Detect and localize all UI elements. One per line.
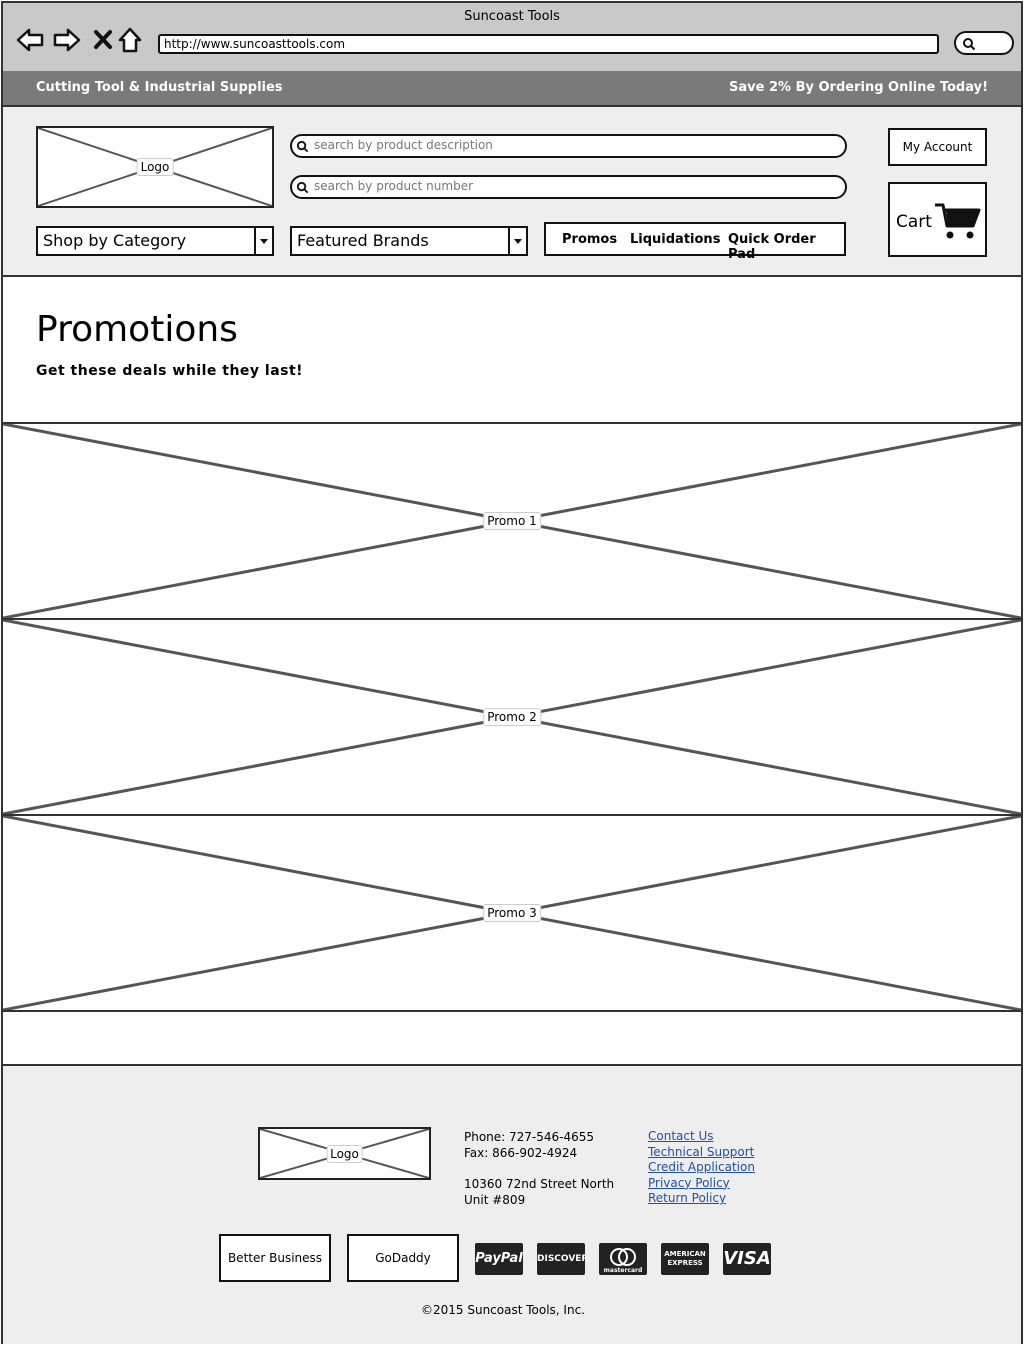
nav-quick-order-pad[interactable]: Quick Order Pad <box>728 232 816 262</box>
cart-button[interactable] <box>888 182 987 257</box>
shop-by-category-label: Shop by Category <box>43 231 187 250</box>
link-credit-application[interactable]: Credit Application <box>648 1160 755 1174</box>
visa-icon: VISA <box>723 1243 771 1275</box>
logo-label: Logo <box>326 1145 363 1163</box>
amex-icon: AMERICAN EXPRESS <box>661 1243 709 1275</box>
phone: Phone: 727-546-4655 <box>464 1130 595 1144</box>
address-line-2: Unit #809 <box>464 1193 526 1207</box>
nav-promos[interactable]: Promos <box>562 232 618 247</box>
promo-banner-3[interactable] <box>3 816 1021 1012</box>
browser-search[interactable] <box>954 31 1014 55</box>
browser-chrome <box>3 3 1021 71</box>
promo-label: Promo 1 <box>483 512 541 530</box>
window-title: Suncoast Tools <box>464 9 560 24</box>
header-logo[interactable] <box>36 126 274 208</box>
mastercard-icon <box>599 1243 647 1275</box>
promo-banner-2[interactable] <box>3 620 1021 816</box>
chevron-down-icon <box>508 228 526 254</box>
discover-icon: DISCOVER <box>537 1243 585 1275</box>
strip-tagline: Cutting Tool & Industrial Supplies <box>36 80 283 95</box>
shop-by-category-select[interactable] <box>36 226 274 256</box>
paypal-icon: PayPal <box>475 1243 523 1275</box>
logo-label: Logo <box>137 158 174 176</box>
chevron-down-icon <box>254 228 272 254</box>
link-return-policy[interactable]: Return Policy <box>648 1191 727 1205</box>
fax: Fax: 866-902-4924 <box>464 1146 578 1160</box>
my-account-button[interactable]: My Account <box>888 128 987 166</box>
better-business-badge[interactable]: Better Business <box>219 1234 331 1282</box>
footer-logo[interactable] <box>258 1127 431 1180</box>
header-nav <box>544 222 846 262</box>
nav-liquidations[interactable]: Liquidations <box>630 232 721 247</box>
address-line-1: 10360 72nd Street North <box>464 1177 615 1191</box>
mastercard-circles-icon <box>609 1247 637 1267</box>
featured-brands-select[interactable] <box>290 226 528 256</box>
footer-links <box>648 1129 755 1207</box>
forward-icon[interactable] <box>52 25 82 55</box>
link-privacy-policy[interactable]: Privacy Policy <box>648 1175 730 1190</box>
site-footer <box>3 1066 1021 1344</box>
url-bar[interactable]: http://www.suncoasttools.com <box>158 34 939 54</box>
stop-icon[interactable] <box>89 25 119 55</box>
godaddy-badge[interactable]: GoDaddy <box>347 1234 459 1282</box>
search-number-input[interactable]: search by product number <box>290 175 847 199</box>
search-icon <box>296 181 309 194</box>
home-icon[interactable] <box>116 25 146 55</box>
copyright: ©2015 Suncoast Tools, Inc. <box>421 1303 585 1317</box>
mastercard-label: mastercard <box>603 1267 643 1274</box>
search-icon <box>962 37 976 51</box>
link-contact-us[interactable]: Contact Us <box>648 1129 714 1143</box>
promo-banner-1[interactable] <box>3 424 1021 620</box>
page-title: Promotions <box>36 309 238 350</box>
search-icon <box>296 140 309 153</box>
search-description-input[interactable]: search by product description <box>290 134 847 158</box>
page-subtitle: Get these deals while they last! <box>36 363 304 379</box>
promotions-hero <box>3 277 1021 424</box>
cart-label: Cart <box>896 212 932 232</box>
promo-label: Promo 2 <box>483 708 541 726</box>
back-icon[interactable] <box>15 25 45 55</box>
link-technical-support[interactable]: Technical Support <box>648 1144 755 1159</box>
content-spacer <box>3 1012 1021 1066</box>
promo-label: Promo 3 <box>483 904 541 922</box>
strip-offer: Save 2% By Ordering Online Today! <box>729 80 988 95</box>
promo-strip <box>3 71 1021 105</box>
cart-icon <box>935 202 981 242</box>
featured-brands-label: Featured Brands <box>297 231 429 250</box>
contact-info <box>464 1129 614 1208</box>
